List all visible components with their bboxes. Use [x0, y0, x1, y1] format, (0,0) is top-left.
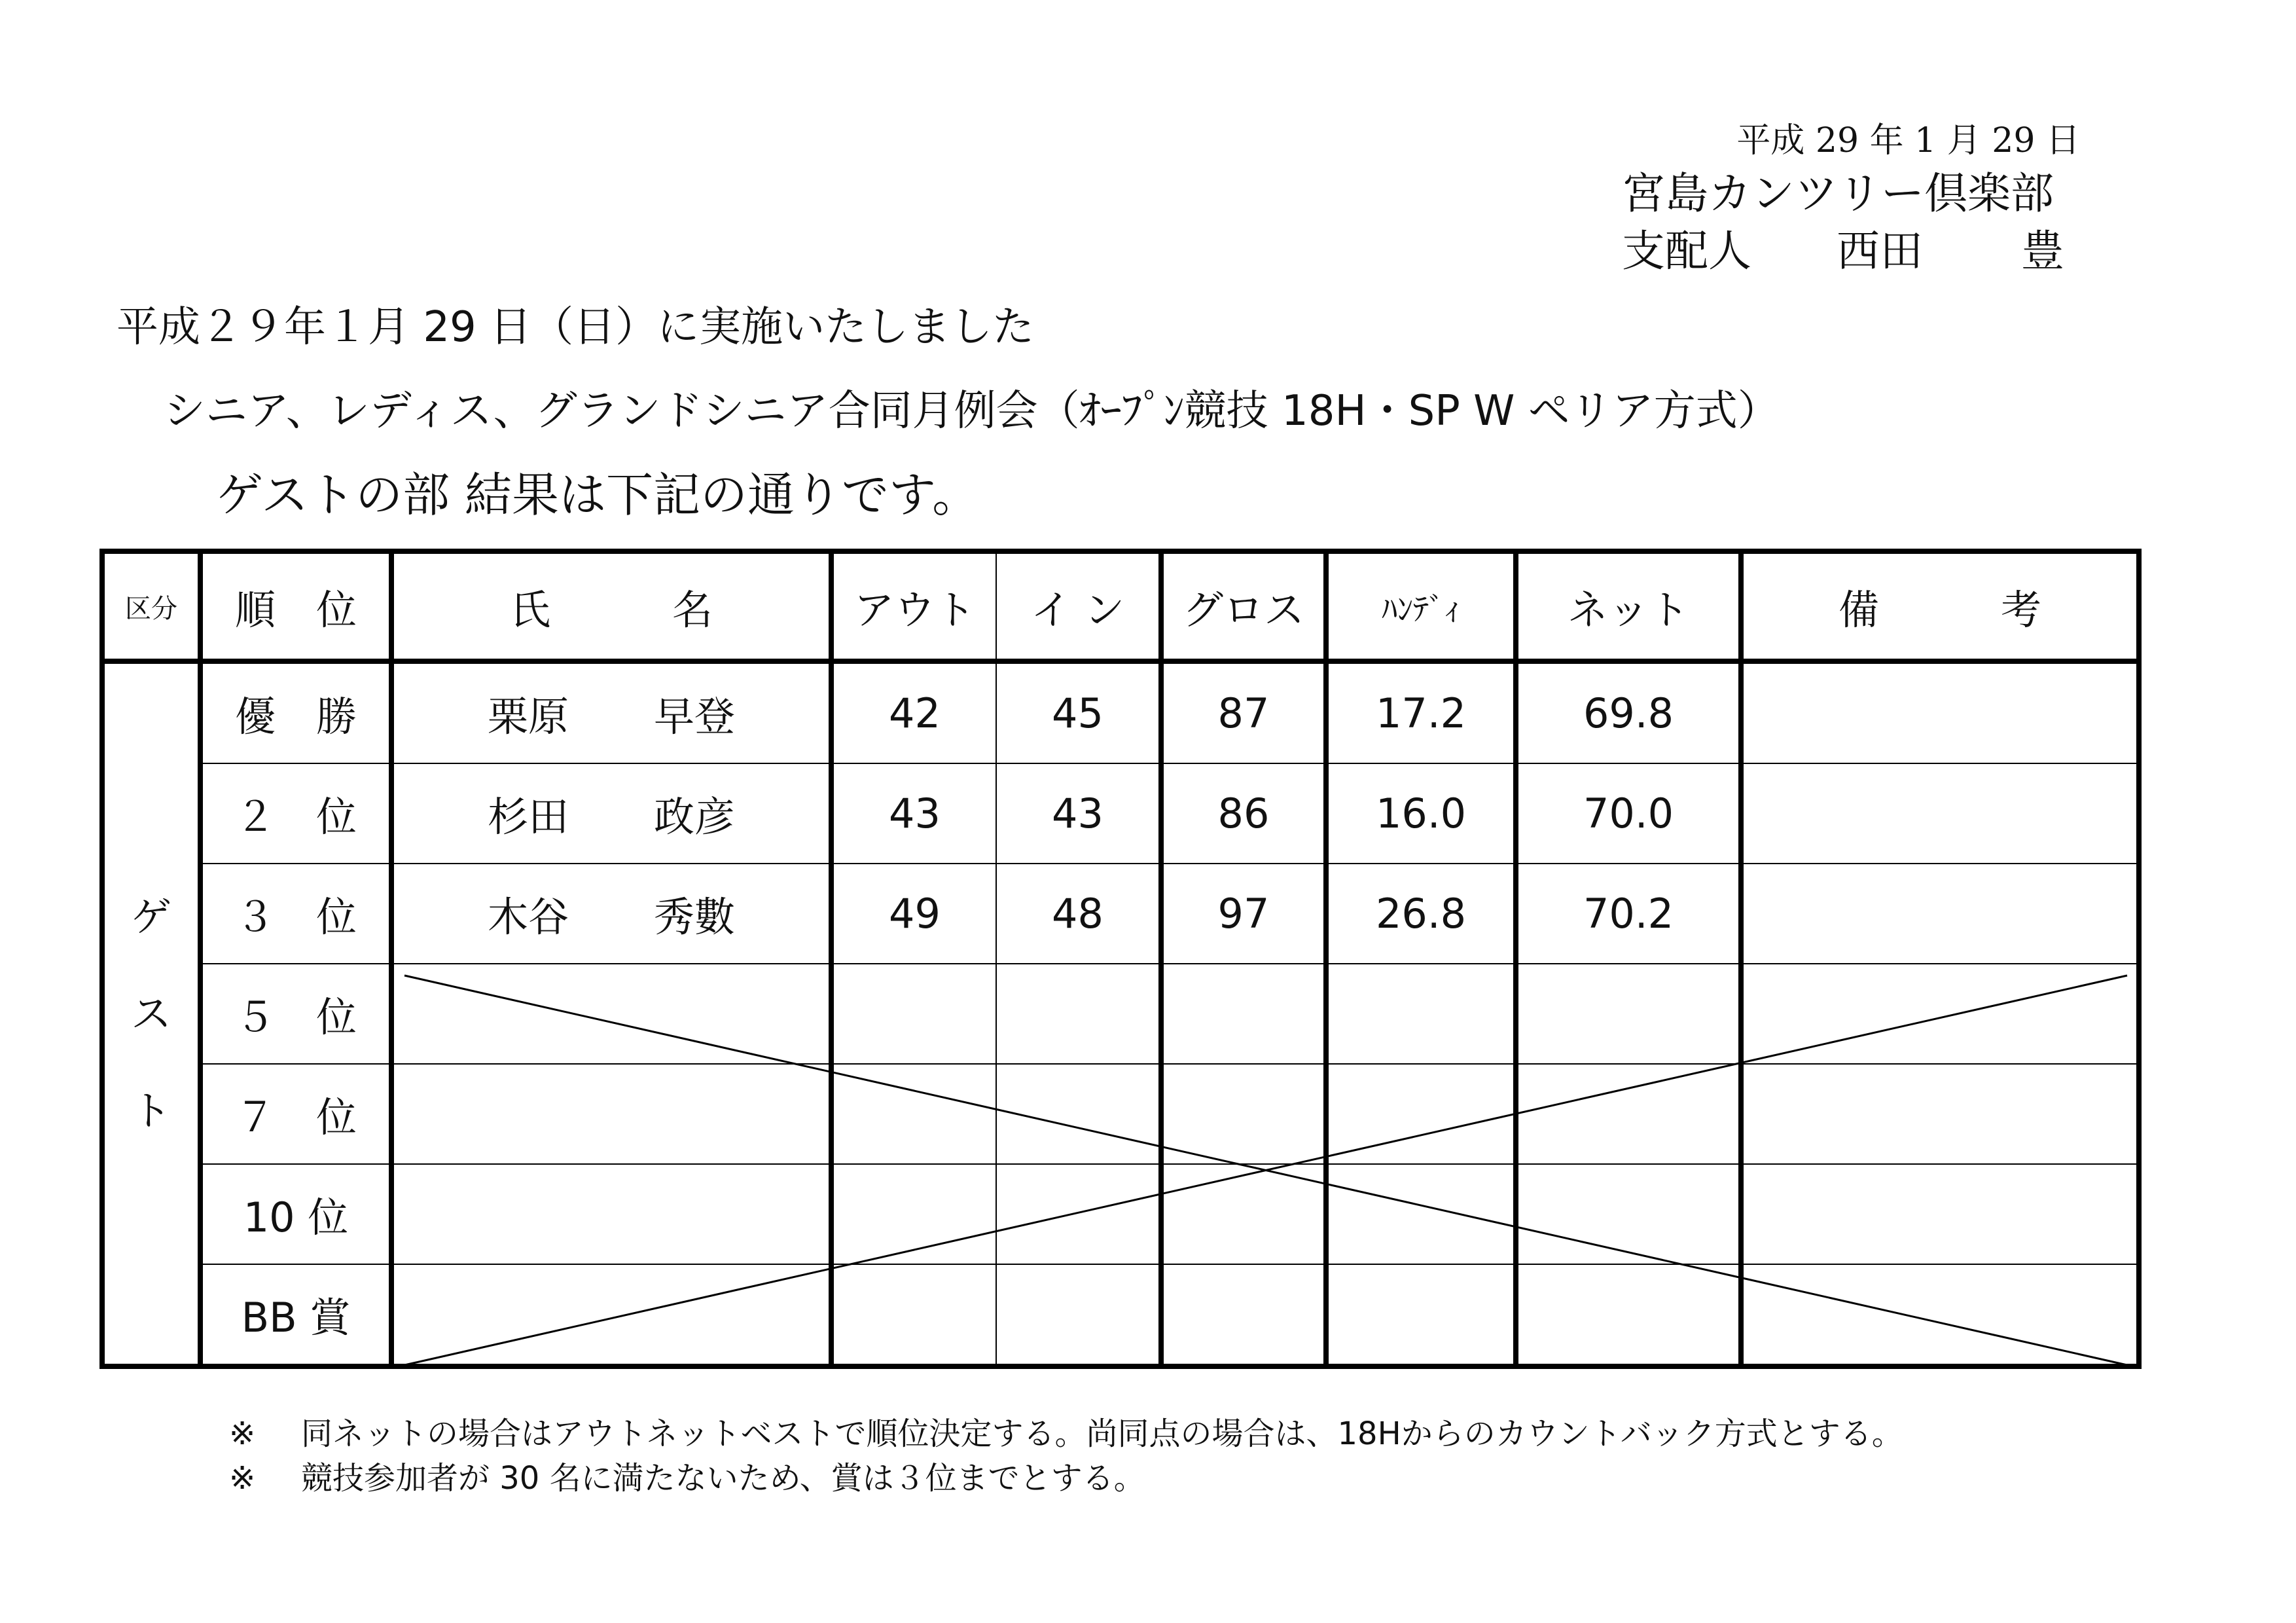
table-row: [102, 661, 2139, 763]
gross-cell: [1161, 1064, 1326, 1164]
in-cell: [996, 1064, 1161, 1164]
header-in: イ ン: [996, 551, 1161, 661]
in-cell: 48: [996, 864, 1161, 964]
net-cell: [1516, 1264, 1741, 1366]
out-cell: [831, 1064, 996, 1164]
handicap-cell: [1326, 964, 1516, 1064]
gross-cell: 86: [1161, 763, 1326, 864]
header-out: アウト: [831, 551, 996, 661]
net-cell: 70.0: [1516, 763, 1741, 864]
remarks-cell: [1741, 1264, 2139, 1366]
gross-cell: 97: [1161, 864, 1326, 964]
given-name: 早登: [654, 693, 736, 740]
family-name: 木谷: [487, 893, 569, 941]
table-row: [102, 864, 2139, 964]
out-cell: 49: [831, 864, 996, 964]
out-cell: 43: [831, 763, 996, 864]
table-header-row: [102, 551, 2139, 661]
in-cell: [996, 1264, 1161, 1366]
remarks-cell: [1741, 864, 2139, 964]
handicap-cell: 17.2: [1326, 661, 1516, 763]
out-cell: [831, 1264, 996, 1366]
note-1-text: 同ネットの場合はアウトネットベストで順位決定する。尚同点の場合は、18Hからのカウントバック方式とする。: [301, 1415, 1903, 1452]
table-row: [102, 1064, 2139, 1164]
section-char: ト: [130, 1086, 171, 1135]
rank-cell: 10 位: [200, 1164, 391, 1264]
header-handicap: ﾊﾝﾃﾞｨ: [1326, 551, 1516, 661]
gross-cell: [1161, 964, 1326, 1064]
note-mark: ※: [229, 1460, 256, 1497]
name-cell: [391, 661, 831, 763]
section-char: ス: [130, 989, 171, 1038]
out-cell: [831, 1164, 996, 1264]
remarks-cell: [1741, 661, 2139, 763]
remarks-cell: [1741, 763, 2139, 864]
remarks-cell: [1741, 1064, 2139, 1164]
note-2: [229, 1456, 1903, 1501]
in-cell: 45: [996, 661, 1161, 763]
handicap-cell: 16.0: [1326, 763, 1516, 864]
handicap-cell: [1326, 1064, 1516, 1164]
out-cell: [831, 964, 996, 1064]
table-row: [102, 763, 2139, 864]
header-name: 氏 名: [391, 551, 831, 661]
header-gross: グロス: [1161, 551, 1326, 661]
gross-cell: [1161, 1264, 1326, 1366]
name-cell: [391, 964, 831, 1064]
name-cell: [391, 763, 831, 864]
family-name: 杉田: [487, 793, 569, 841]
given-name: 秀數: [654, 893, 736, 941]
handicap-cell: 26.8: [1326, 864, 1516, 964]
rank-cell: ２ 位: [200, 763, 391, 864]
rank-cell: BB 賞: [200, 1264, 391, 1366]
net-cell: [1516, 1164, 1741, 1264]
note-2-text: 競技参加者が 30 名に満たないため、賞は３位までとする。: [301, 1460, 1145, 1497]
name-cell: [391, 1164, 831, 1264]
name-cell: [391, 1264, 831, 1366]
intro-line-2: シニア、レディス、グランドシニア合同月例会（ｵｰﾌﾟﾝ競技 18H・SP W ペリア方式）: [164, 387, 1780, 435]
club-name: 宮島カンツリー倶楽部: [1622, 168, 2054, 219]
manager-family-name: 西田: [1837, 226, 1923, 276]
notes: [229, 1412, 1903, 1501]
gross-cell: [1161, 1164, 1326, 1264]
remarks-cell: [1741, 1164, 2139, 1264]
net-cell: [1516, 1064, 1741, 1164]
section-char: ゲ: [130, 892, 171, 941]
rank-cell: ３ 位: [200, 864, 391, 964]
rank-cell: 優 勝: [200, 661, 391, 763]
remarks-cell: [1741, 964, 2139, 1064]
net-cell: [1516, 964, 1741, 1064]
in-cell: 43: [996, 763, 1161, 864]
name-cell: [391, 1064, 831, 1164]
net-cell: 70.2: [1516, 864, 1741, 964]
manager-title: 支配人: [1622, 226, 1751, 276]
results-table: [99, 549, 2142, 1369]
note-mark: ※: [229, 1415, 256, 1452]
family-name: 栗原: [487, 693, 569, 740]
header-division: 区分: [102, 551, 200, 661]
in-cell: [996, 964, 1161, 1064]
handicap-cell: [1326, 1164, 1516, 1264]
rank-cell: ７ 位: [200, 1064, 391, 1164]
net-cell: 69.8: [1516, 661, 1741, 763]
header-rank: 順 位: [200, 551, 391, 661]
table-row: [102, 1264, 2139, 1366]
header-net: ネット: [1516, 551, 1741, 661]
intro-line-3: ゲストの部 結果は下記の通りです。: [216, 467, 980, 522]
manager-given-name: 豊: [2021, 226, 2064, 276]
document-date: 平成 29 年 1 月 29 日: [1736, 121, 2080, 160]
handicap-cell: [1326, 1264, 1516, 1366]
manager-line: [1622, 216, 2064, 278]
in-cell: [996, 1164, 1161, 1264]
table-row: [102, 964, 2139, 1064]
section-label-guest: [102, 661, 200, 1366]
header-remarks: 備 考: [1741, 551, 2139, 661]
given-name: 政彦: [654, 793, 736, 841]
intro-line-1: 平成２９年１月 29 日（日）に実施いたしました: [117, 303, 1035, 352]
name-cell: [391, 864, 831, 964]
rank-cell: ５ 位: [200, 964, 391, 1064]
out-cell: 42: [831, 661, 996, 763]
note-1: [229, 1412, 1903, 1456]
gross-cell: 87: [1161, 661, 1326, 763]
table-row: [102, 1164, 2139, 1264]
